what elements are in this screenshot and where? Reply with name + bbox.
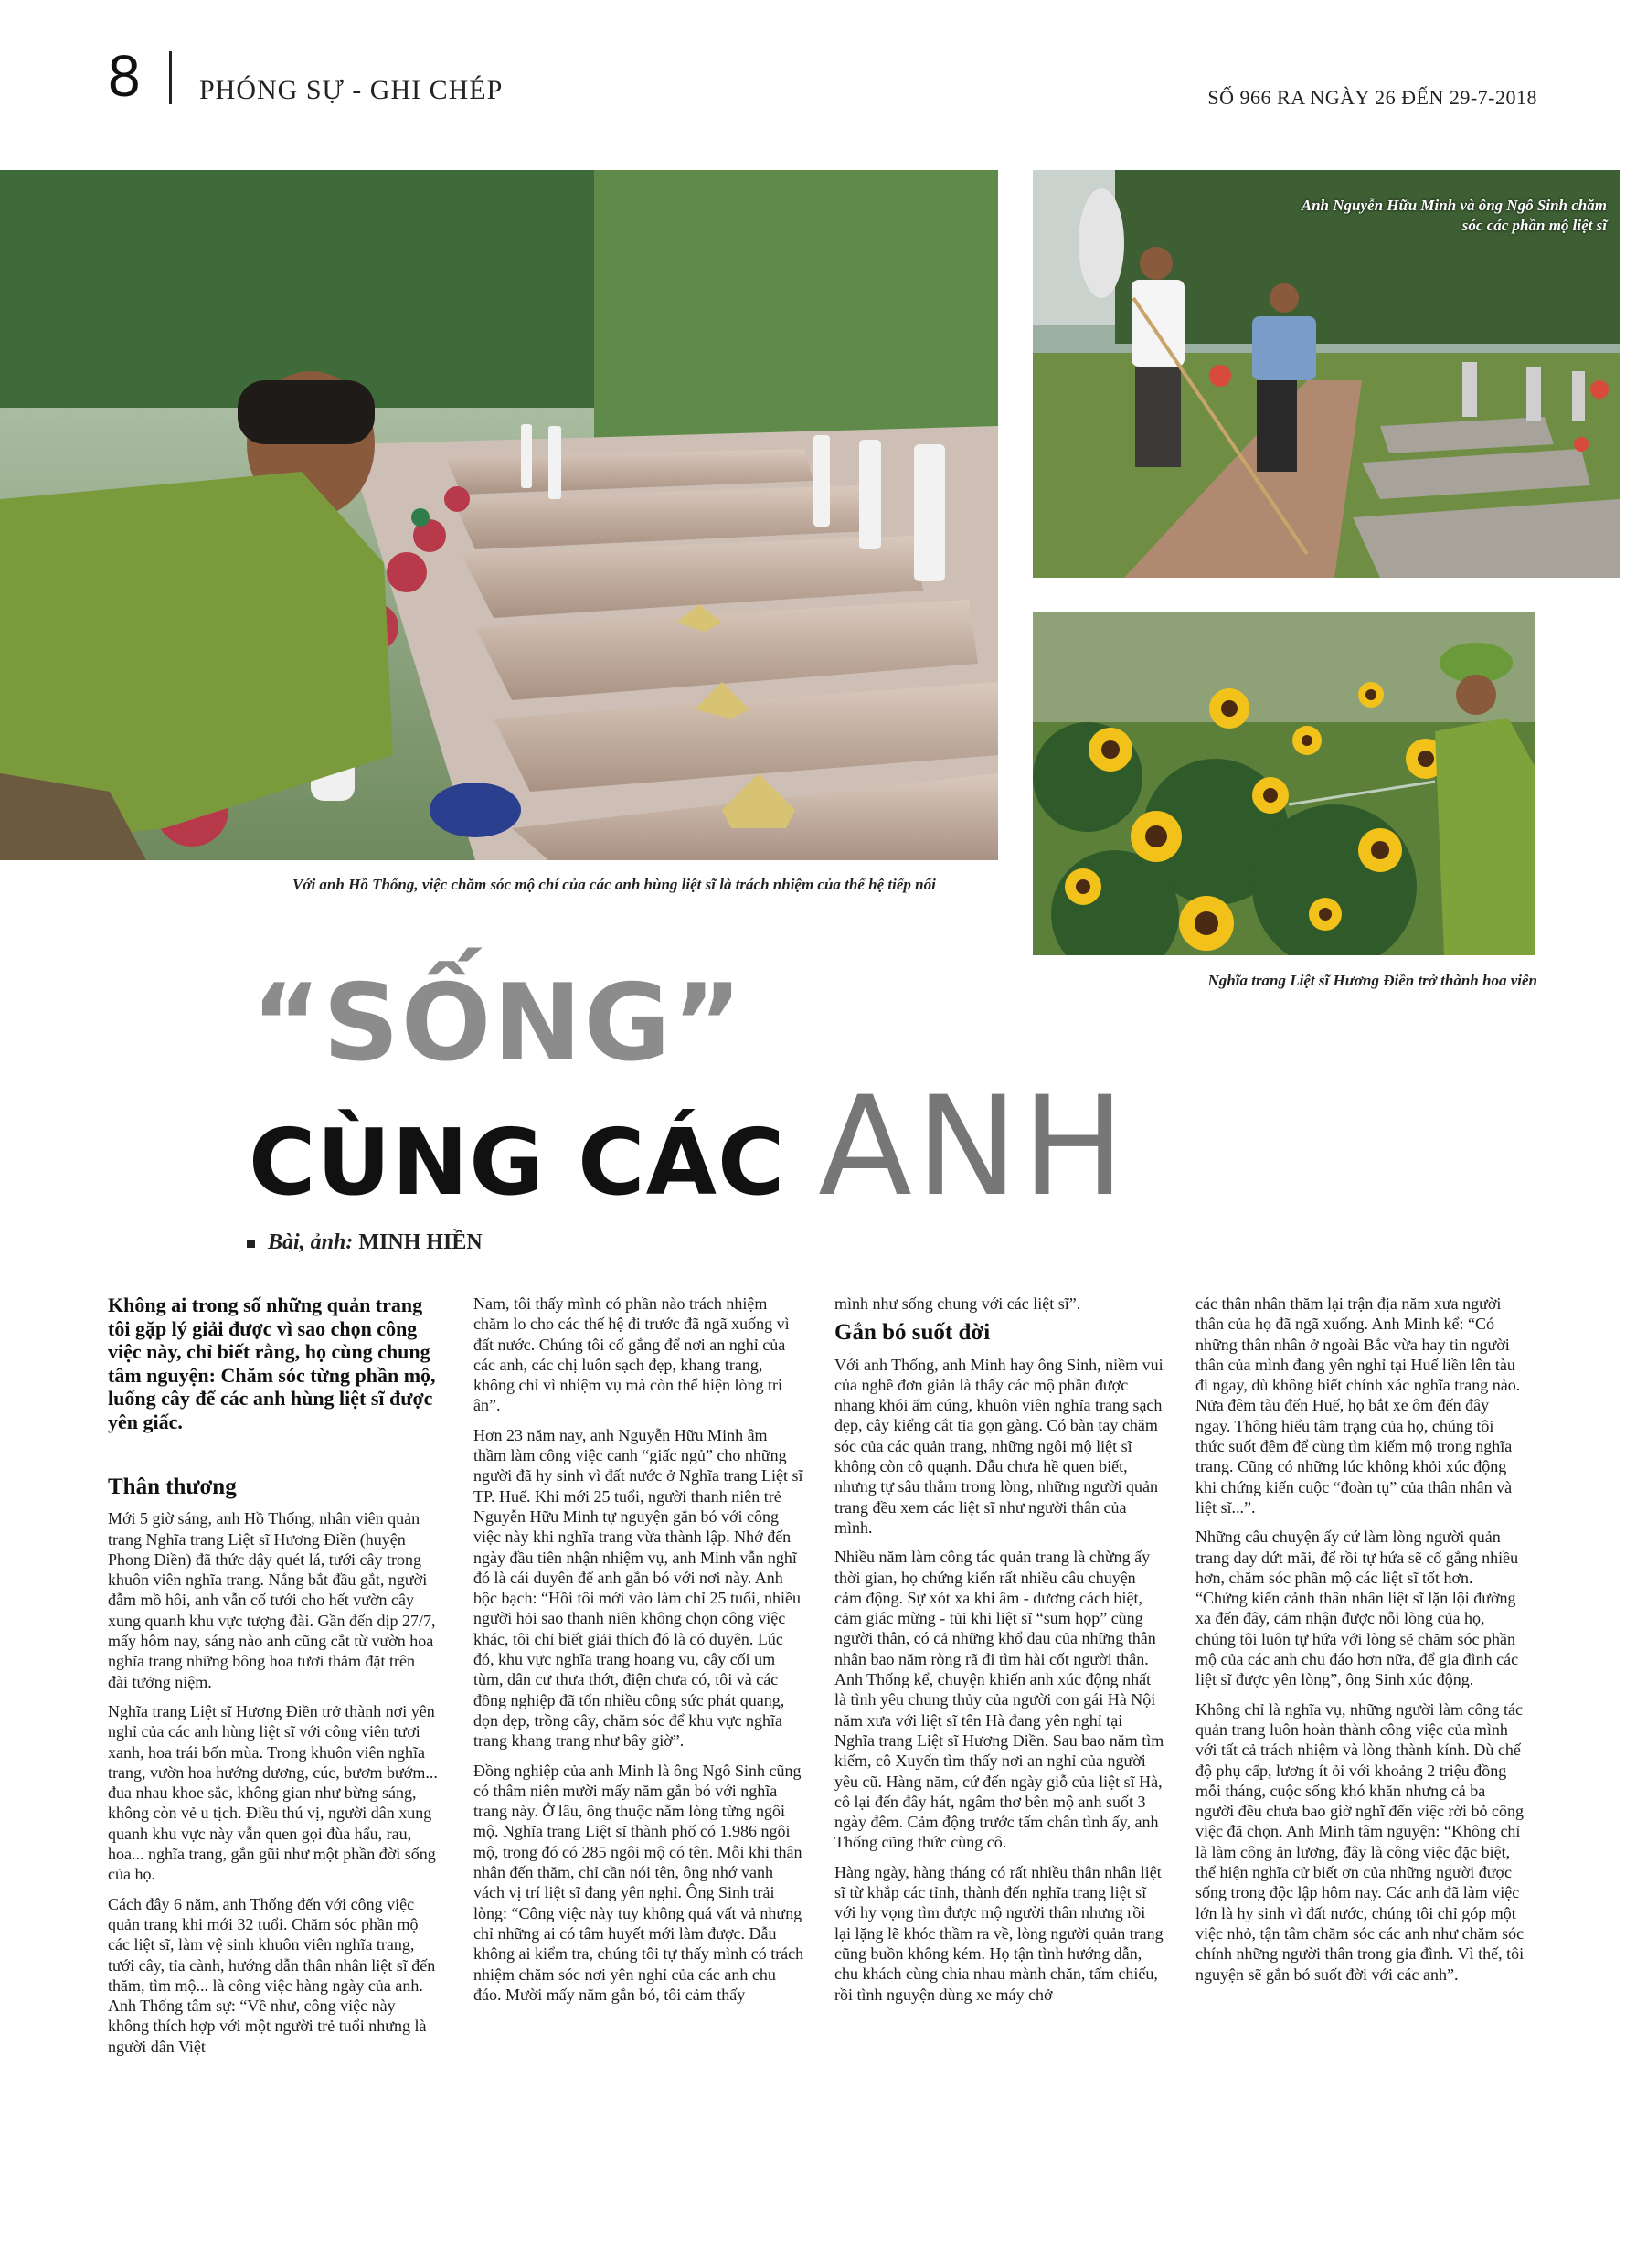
header-divider xyxy=(169,51,172,104)
paragraph: Nam, tôi thấy mình có phần nào trách nhiệm chăm lo cho các thế hệ đi trước đã ngã xuống vì đất nước. Chúng tôi cố gắng để nơi an nghỉ của các anh, các chị luôn sạch đẹp, khang trang, không chỉ vì nhiệm vụ mà còn thể hiện lòng tri ân”. xyxy=(473,1294,790,1415)
paragraph: Hơn 23 năm nay, anh Nguyễn Hữu Minh âm thầm làm công việc canh “giấc ngủ” cho những người đã hy sinh vì đất nước ở Nghĩa trang Liệt sĩ TP. Huế. Khi mới 25 tuổi, người thanh niên trẻ Nguyễn Hữu Minh tự nguyện gắn bó với công việc này khi nghĩa trang vừa thành lập. Nhớ đến ngày đầu tiên nhận nhiệm vụ, anh Minh vẫn nghĩ đó là cái duyên để anh gắn bó với nơi này. Anh bộc bạch: “Hồi tôi mới vào làm chỉ 25 tuổi, nhiều người hỏi sao thanh niên không chọn công việc khác, tôi chỉ biết giải thích đó là có duyên. Lúc đó, khu vực nghĩa trang hoang vu, cây cối um tùm, dân cư thưa thớt, điện chưa có, tôi và các đồng nghiệp đã tốn nhiều công sức phát quang, dọn dẹp, trồng cây, chăm sóc để khu vực nghĩa trang khang trang như bây giờ”. xyxy=(473,1425,803,1751)
paragraph: các thân nhân thăm lại trận địa năm xưa người thân của họ đã ngã xuống. Anh Minh kể: “Có những thân nhân ở ngoài Bắc vừa hay tin người thân của mình đang yên nghỉ tại Huế liền lên tàu đi ngay, dù không biết chính xác nghĩa trang nào. Nửa đêm tàu đến Huế, họ bắt xe ôm đến đây ngay. Thông hiểu tâm trạng của họ, chúng tôi thức suốt đêm để cùng tìm kiếm mộ trong nghĩa trang. Cũng có những lúc không khỏi xúc động khi chứng kiến cuộc “đoàn tụ” của thân nhân và liệt sĩ...”. xyxy=(1195,1294,1521,1517)
paragraph: Cách đây 6 năm, anh Thống đến với công việc quản trang khi mới 32 tuổi. Chăm sóc phần mộ các liệt sĩ, làm vệ sinh khuôn viên nghĩa trang, tưới cây, tỉa cành, hướng dẫn thân nhân liệt sĩ đến thăm, tìm mộ... là công việc hàng ngày của anh. Anh Thống tâm sự: “Về như, công việc này không thích hợp với một người trẻ tuổi nhưng là người dân Việt xyxy=(108,1894,436,2056)
bullet-square-icon xyxy=(247,1240,255,1248)
subheading: Thân thương xyxy=(108,1475,237,1499)
paragraph: Mới 5 giờ sáng, anh Hồ Thống, nhân viên quản trang Nghĩa trang Liệt sĩ Hương Điền (huyện Phong Điền) đã thức dậy quét lá, tưới cây trong khuôn viên nghĩa trang. Nắng bắt đầu gắt, người đẫm mồ hôi, anh vẫn cố tưới cho hết vườn cây xung quanh khu vực tượng đài. Gần đến dịp 27/7, mấy hôm nay, sáng nào anh cũng cắt từ vườn hoa nghĩa trang những bông hoa tươi thắm đặt trên đài tưởng niệm. xyxy=(108,1509,436,1691)
section-title: PHÓNG SỰ - GHI CHÉP xyxy=(199,75,504,105)
headline-line1: “SỐNG” xyxy=(251,962,744,1085)
photo-caption: Với anh Hồ Thống, việc chăm sóc mộ chí của các anh hùng liệt sĩ là trách nhiệm của thế hệ tiếp nối xyxy=(292,876,936,893)
photo-caption-overlay: Anh Nguyễn Hữu Minh và ông Ngô Sinh chăm sóc các phần mộ liệt sĩ xyxy=(1301,197,1607,234)
page-number: 8 xyxy=(108,43,141,109)
paragraph: Hàng ngày, hàng tháng có rất nhiều thân nhân liệt sĩ từ khắp các tỉnh, thành đến nghĩa trang liệt sĩ với hy vọng tìm được mộ người thân nhưng rồi lại lặng lẽ khóc thầm ra về, lòng người quản trang cũng buồn không kém. Họ tận tình hướng dẫn, chu khách cùng chia nhau mành chăn, tấm chiếu, rồi tình nguyện dùng xe máy chở xyxy=(834,1862,1164,2004)
headline-line2b: ANH xyxy=(818,1068,1129,1227)
byline-author: MINH HIỀN xyxy=(358,1230,483,1254)
photo-sunflowers xyxy=(1033,612,1535,955)
issue-info: SỐ 966 RA NGÀY 26 ĐẾN 29-7-2018 xyxy=(1207,86,1537,109)
article-column-3 xyxy=(834,1294,1165,2014)
paragraph: Không chỉ là nghĩa vụ, những người làm công tác quản trang luôn hoàn thành công việc của mình với tất cả trách nhiệm và lòng thành kính. Dù chế độ phụ cấp, lương ít ỏi với khoảng 2 triệu đồng mỗi tháng, cuộc sống khó khăn nhưng cả ba người đều chưa bao giờ nghĩ đến việc rời bỏ công việc đã chọn. Anh Minh tâm nguyện: “Không chỉ là làm công ăn lương, đây là công việc đặc biệt, thể hiện nghĩa cử biết ơn của những người được sống trong độc lập hôm nay. Các anh đã làm việc lớn là hy sinh vì đất nước, chúng tôi chỉ góp một việc nhỏ, tận tâm chăm sóc các anh như chăm sóc chính những người thân trong gia đình. Vì thế, tôi nguyện sẽ gắn bó suốt đời với các anh”. xyxy=(1195,1699,1525,1984)
article-column-1 xyxy=(108,1294,439,2066)
byline xyxy=(247,1230,483,1255)
article-column-4 xyxy=(1195,1294,1526,1994)
article-lead: Không ai trong số những quản trang tôi gặp lý giải được vì sao chọn công việc này, chỉ biết rằng, họ cùng chung tâm nguyện: Chăm sóc từng phần mộ, luống cây để các anh hùng liệt sĩ được yên giấc. xyxy=(108,1294,436,1433)
paragraph: Những câu chuyện ấy cứ làm lòng người quản trang day dứt mãi, để rồi tự hứa sẽ cố gắng nhiều hơn, chăm sóc phần mộ các liệt sĩ tốt hơn. “Chứng kiến cảnh thân nhân liệt sĩ lặn lội đường xa đến đây, cảm nhận được nỗi lòng của họ, chúng tôi luôn tự hứa với lòng sẽ chăm sóc phần mộ của các anh chu đáo hơn nữa, để gia đình các liệt sĩ được yên lòng”, ông Sinh xúc động. xyxy=(1195,1528,1519,1689)
paragraph: Nghĩa trang Liệt sĩ Hương Điền trở thành nơi yên nghỉ của các anh hùng liệt sĩ với công viên tươi xanh, hoa trái bốn mùa. Trong khuôn viên nghĩa trang, vườn hoa hướng dương, cúc, bươm bướm... đua nhau khoe sắc, không gian như bừng sáng, không còn vẻ u tịch. Điều thú vị, người dân xung quanh khu vực này vẫn quen gọi đùa hẩu, rau, hoa... nghĩa trang, gắn gũi như một phần đời sống của họ. xyxy=(108,1701,438,1884)
photo-caption: Nghĩa trang Liệt sĩ Hương Điền trở thành hoa viên xyxy=(1207,972,1537,989)
photo-cemetery-graves xyxy=(0,170,998,860)
article-column-2 xyxy=(473,1294,804,2014)
photo-caretakers xyxy=(1033,170,1620,578)
paragraph: mình như sống chung với các liệt sĩ”. xyxy=(834,1294,1081,1313)
paragraph: Đồng nghiệp của anh Minh là ông Ngô Sinh cũng có thâm niên mười mấy năm gắn bó với nghĩa trang này. Ở lâu, ông thuộc nằm lòng từng ngôi mộ. Nghĩa trang Liệt sĩ thành phố có 1.986 ngôi mộ, trong đó có 285 ngôi mộ có tên. Mỗi khi thân nhân đến thăm, chỉ cần nói tên, ông nhớ vanh vách vị trí liệt sĩ đang yên nghỉ. Ông Sinh trải lòng: “Công việc này tuy không quá vất vả nhưng chỉ những ai có tâm huyết mới làm được. Dẫu không ai kiểm tra, chúng tôi tự thấy mình có trách nhiệm chăm sóc nơi yên nghỉ của các anh chu đáo. Mười mấy năm gắn bó, tôi cảm thấy xyxy=(473,1761,804,2004)
paragraph: Với anh Thống, anh Minh hay ông Sinh, niềm vui của nghề đơn giản là thấy các mộ phần được nhang khói ấm cúng, khuôn viên nghĩa trang sạch đẹp, cây kiểng cắt tỉa gọn gàng. Có bàn tay chăm sóc của các quản trang, những ngôi mộ liệt sĩ không còn cô quạnh. Dẫu chưa hề quen biết, nhưng tự sâu thẳm trong lòng, những người quản trang đều xem các liệt sĩ như người thân của mình. xyxy=(834,1355,1164,1537)
subheading: Gắn bó suốt đời xyxy=(834,1320,991,1346)
headline-line2a: CÙNG CÁC xyxy=(249,1109,819,1216)
headline-line2 xyxy=(249,1068,1129,1227)
paragraph: Nhiều năm làm công tác quản trang là chừng ấy thời gian, họ chứng kiến rất nhiều câu chuyện cảm động. Sự xót xa khi âm - dương cách biệt, cảm giác mừng - tủi khi liệt sĩ “sum họp” cùng người thân, có cả những khổ đau của những thân nhân bao năm ròng rã đi tìm hài cốt người thân. Anh Thống kể, chuyện khiến anh xúc động nhất là tình yêu chung thủy của người con gái Hà Nội năm xưa với liệt sĩ tên Hà đang yên nghỉ tại Nghĩa trang Liệt sĩ Hương Điền. Sau bao năm tìm kiếm, cô Xuyến tìm thấy nơi an nghỉ của người yêu cũ. Hàng năm, cứ đến ngày giỗ của liệt sĩ Hà, cô lại đến đây hát, ngâm thơ bên mộ anh suốt 3 ngày đêm. Cảm động trước tấm chân tình ấy, anh Thống cũng thức cùng cô. xyxy=(834,1548,1164,1852)
byline-role: Bài, ảnh: xyxy=(268,1230,354,1254)
